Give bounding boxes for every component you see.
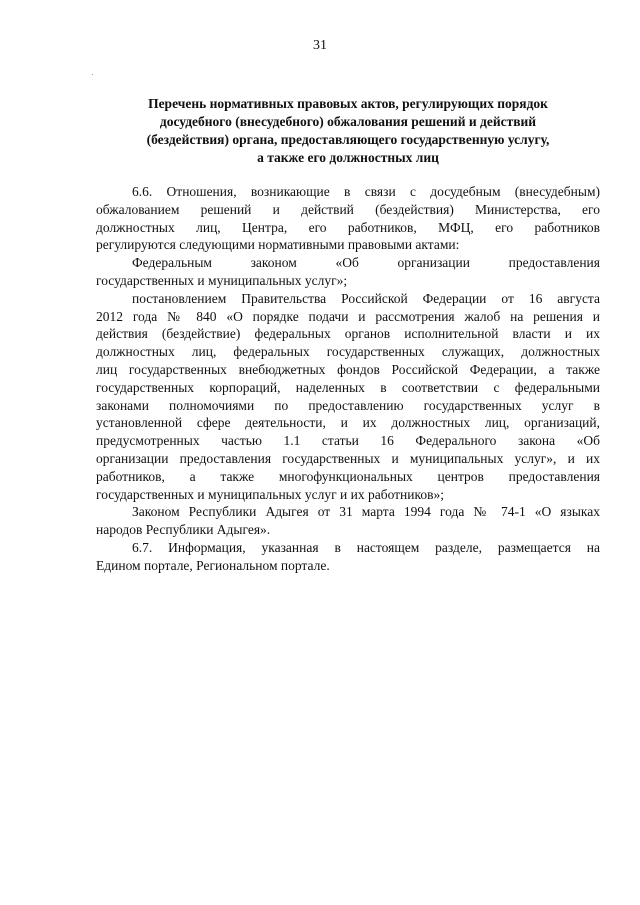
text-line: законами полномочиями по предоставлению государственных услуг в [96, 397, 600, 413]
section-heading [96, 95, 600, 167]
text-line: обжалованием решений и действий (бездействия) Министерства, его [96, 201, 600, 217]
paragraph-adygea-law [96, 503, 600, 539]
text-line: регулируются следующими нормативными правовыми актами: [96, 237, 460, 253]
heading-line: Перечень нормативных правовых актов, регулирующих порядок [148, 96, 548, 111]
paragraph-6-6 [96, 183, 600, 254]
text-line: Законом Республики Адыгея от 31 марта 1994 года № 74-1 «О языках [132, 504, 600, 520]
paragraph-federal-law [96, 254, 600, 290]
text-line: государственных корпораций, наделенных в соответствии с федеральными [96, 379, 600, 395]
text-line: действия (бездействие) федеральных органов исполнительной власти и их [96, 326, 600, 342]
text-line: постановлением Правительства Российской Федерации от 16 августа [132, 290, 600, 306]
text-line: государственных и муниципальных услуг и их работников»; [96, 486, 444, 502]
document-body [96, 183, 600, 575]
text-line: народов Республики Адыгея». [96, 522, 271, 538]
page-number: 31 [313, 38, 327, 53]
text-line: 6.7. Информация, указанная в настоящем разделе, размещается на [132, 539, 600, 555]
paragraph-government-resolution [96, 290, 600, 504]
text-line: 2012 года № 840 «О порядке подачи и рассмотрения жалоб на решения и [96, 308, 600, 324]
text-line: 6.6. Отношения, возникающие в связи с досудебным (внесудебным) [132, 184, 600, 199]
text-line: должностных лиц, Центра, его работников, МФЦ, его работников [96, 219, 600, 235]
text-line: должностных лиц, федеральных государственных служащих, должностных [96, 344, 600, 360]
heading-line: а также его должностных лиц [257, 150, 439, 165]
text-line: работников, а также многофункциональных центров предоставления [96, 468, 600, 484]
heading-line: (бездействия) органа, предоставляющего государственную услугу, [146, 132, 550, 147]
text-line: государственных и муниципальных услуг»; [96, 272, 348, 288]
text-line: организации предоставления государственных и муниципальных услуг», и их [96, 450, 600, 466]
text-line: предусмотренных частью 1.1 статьи 16 Федерального закона «Об [96, 433, 600, 449]
scan-artifact-dot [92, 74, 93, 75]
text-line: Федеральным законом «Об организации предоставления [132, 255, 600, 271]
paragraph-6-7 [96, 539, 600, 575]
text-line: лиц государственных внебюджетных фондов Российской Федерации, а также [96, 361, 600, 377]
text-line: установленной сфере деятельности, и их должностных лиц, организаций, [96, 415, 600, 431]
heading-line: досудебного (внесудебного) обжалования решений и действий [159, 114, 537, 129]
text-line: Едином портале, Региональном портале. [96, 557, 330, 573]
